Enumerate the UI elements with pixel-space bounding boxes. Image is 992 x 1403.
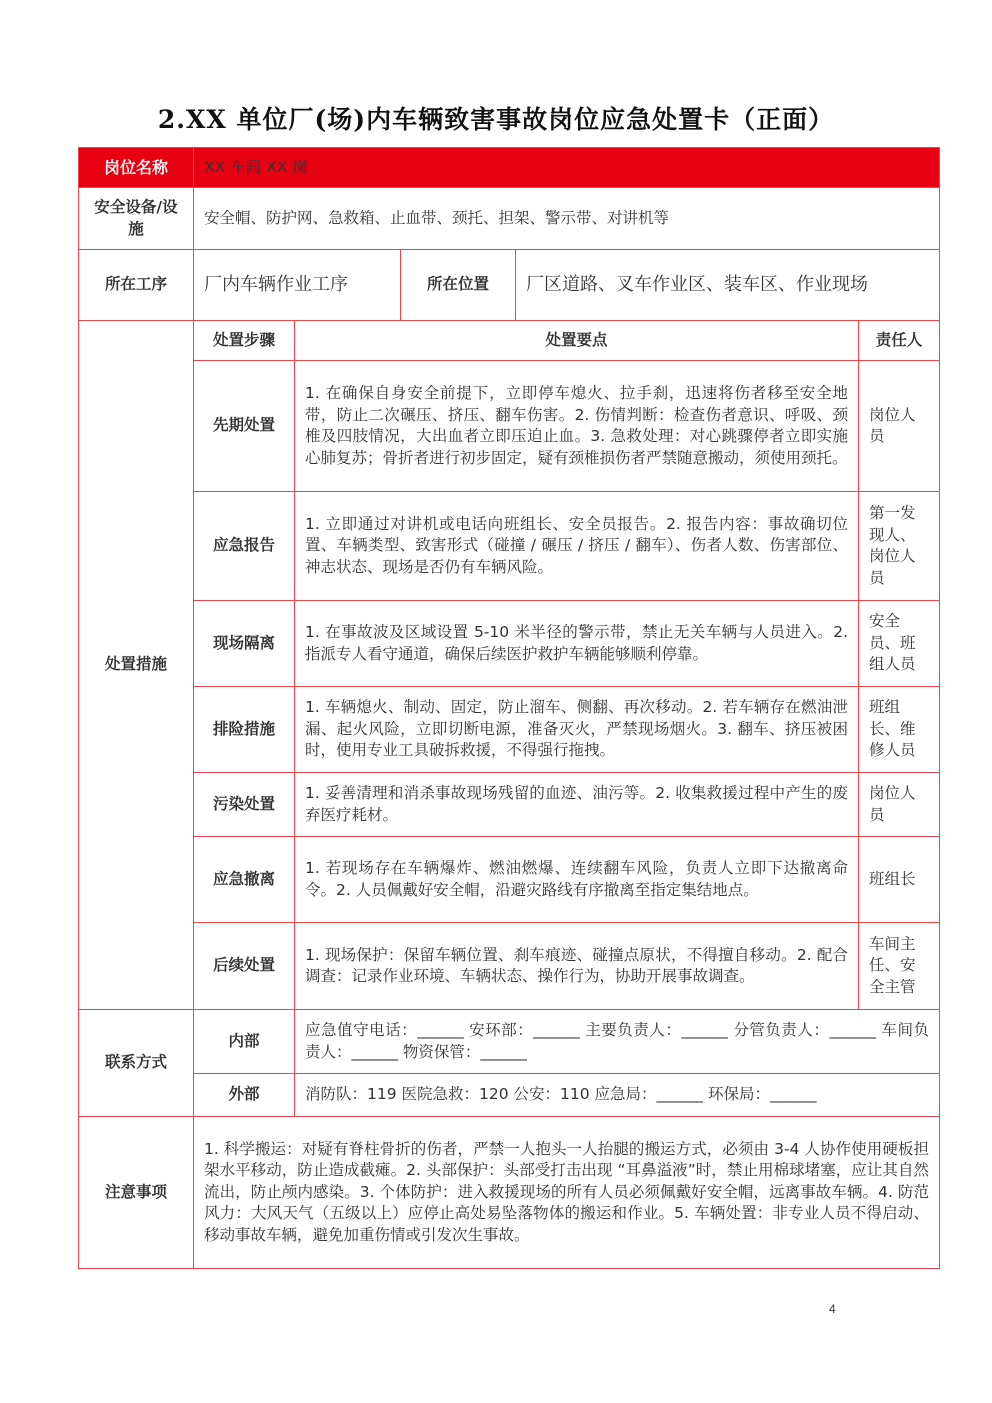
measure-responsible: 安全员、班组人员	[859, 601, 940, 687]
page-title: 2.XX 单位厂(场)内车辆致害事故岗位应急处置卡（正面）	[157, 105, 835, 134]
measure-responsible: 第一发现人、岗位人员	[859, 492, 940, 601]
measure-responsible: 车间主任、安全主管	[859, 923, 940, 1010]
measure-step: 污染处置	[194, 773, 295, 837]
measure-text: 1. 立即通过对讲机或电话向班组长、安全员报告。2. 报告内容：事故确切位置、车辆类型、致害形式（碰撞 / 碾压 / 挤压 / 翻车）、伤者人数、伤害部位、神志状态、现场是否仍有车辆风险。	[295, 492, 859, 601]
contact-external-row	[79, 1074, 940, 1117]
measure-step: 排险措施	[194, 687, 295, 773]
emergency-card-table	[78, 147, 940, 1269]
location-label: 所在位置	[401, 250, 516, 321]
measure-row	[79, 923, 940, 1010]
measures-header-row	[79, 321, 940, 361]
contact-internal-label: 内部	[194, 1010, 295, 1074]
contact-external-value: 消防队：119 医院急救：120 公安：110 应急局：______ 环保局：______	[295, 1074, 940, 1117]
measure-row	[79, 773, 940, 837]
process-value: 厂内车辆作业工序	[194, 250, 401, 321]
measure-step: 先期处置	[194, 361, 295, 492]
measure-row	[79, 361, 940, 492]
equipment-value: 安全帽、防护网、急救箱、止血带、颈托、担架、警示带、对讲机等	[194, 188, 940, 250]
measure-responsible: 班组长	[859, 837, 940, 923]
contact-internal-row	[79, 1010, 940, 1074]
page-number: 4	[829, 1302, 836, 1316]
measure-step: 应急撤离	[194, 837, 295, 923]
measure-text: 1. 车辆熄火、制动、固定，防止溜车、侧翻、再次移动。2. 若车辆存在燃油泄漏、起火风险，立即切断电源，准备灭火，严禁现场烟火。3. 翻车、挤压被困时，使用专业工具破拆救援，不得强行拖拽。	[295, 687, 859, 773]
measure-responsible: 岗位人员	[859, 773, 940, 837]
measure-row	[79, 687, 940, 773]
contact-external-label: 外部	[194, 1074, 295, 1117]
contact-internal-value: 应急值守电话：______ 安环部：______ 主要负责人：______ 分管负责人：______ 车间负责人：______ 物资保管：______	[295, 1010, 940, 1074]
notes-row	[79, 1117, 940, 1269]
measure-text: 1. 在确保自身安全前提下，立即停车熄火、拉手刹，迅速将伤者移至安全地带，防止二次碾压、挤压、翻车伤害。2. 伤情判断：检查伤者意识、呼吸、颈椎及四肢情况，大出血者立即压迫止血。3. 急救处理：对心跳骤停者立即实施心肺复苏；骨折者进行初步固定，疑有颈椎损伤者严禁随意搬动，须使用颈托。	[295, 361, 859, 492]
measure-step: 现场隔离	[194, 601, 295, 687]
measure-text: 1. 现场保护：保留车辆位置、刹车痕迹、碰撞点原状，不得擅自移动。2. 配合调查：记录作业环境、车辆状态、操作行为，协助开展事故调查。	[295, 923, 859, 1010]
post-row	[79, 148, 940, 188]
measure-text: 1. 在事故波及区域设置 5-10 米半径的警示带，禁止无关车辆与人员进入。2. 指派专人看守通道，确保后续医护救护车辆能够顺利停靠。	[295, 601, 859, 687]
measure-responsible: 班组长、维修人员	[859, 687, 940, 773]
measure-text: 1. 妥善清理和消杀事故现场残留的血迹、油污等。2. 收集救援过程中产生的废弃医疗耗材。	[295, 773, 859, 837]
equipment-row	[79, 188, 940, 250]
notes-value: 1. 科学搬运：对疑有脊柱骨折的伤者，严禁一人抱头一人抬腿的搬运方式，必须由 3-4 人协作使用硬板担架水平移动，防止造成截瘫。2. 头部保护：头部受打击出现 “耳鼻溢液”时，禁止用棉球堵塞，应让其自然流出，防止颅内感染。3. 个体防护：进入救援现场的所有人员必须佩戴好安全帽，远离事故车辆。4. 防范风力：大风天气（五级以上）应停止高处易坠落物体的搬运和作业。5. 车辆处置：非专业人员不得启动、移动事故车辆，避免加重伤情或引发次生事故。	[194, 1117, 940, 1269]
measure-row	[79, 492, 940, 601]
points-header: 处置要点	[295, 321, 859, 361]
location-value: 厂区道路、叉车作业区、装车区、作业现场	[516, 250, 940, 321]
measure-step: 后续处置	[194, 923, 295, 1010]
post-label: 岗位名称	[79, 148, 194, 188]
measure-responsible: 岗位人员	[859, 361, 940, 492]
post-value: XX 车间 XX 岗	[194, 148, 940, 188]
measure-text: 1. 若现场存在车辆爆炸、燃油燃爆、连续翻车风险，负责人立即下达撤离命令。2. 人员佩戴好安全帽，沿避灾路线有序撤离至指定集结地点。	[295, 837, 859, 923]
process-row	[79, 250, 940, 321]
process-label: 所在工序	[79, 250, 194, 321]
measure-row	[79, 601, 940, 687]
measure-step: 应急报告	[194, 492, 295, 601]
measures-label: 处置措施	[79, 321, 194, 1010]
equipment-label: 安全设备/设施	[79, 188, 194, 250]
step-header: 处置步骤	[194, 321, 295, 361]
responsible-header: 责任人	[859, 321, 940, 361]
notes-label: 注意事项	[79, 1117, 194, 1269]
contact-label: 联系方式	[79, 1010, 194, 1117]
measure-row	[79, 837, 940, 923]
